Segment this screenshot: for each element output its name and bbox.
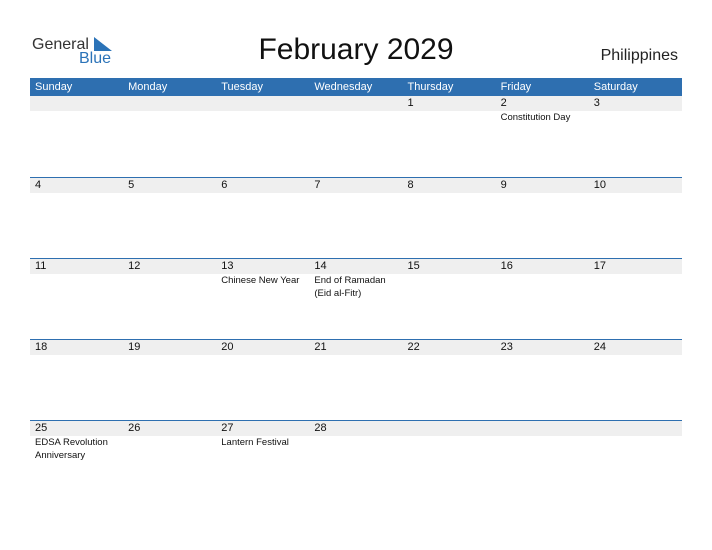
logo-word-general: General <box>32 36 89 53</box>
day-cell <box>216 259 309 300</box>
day-cell <box>403 259 496 300</box>
day-number: 7 <box>314 179 321 191</box>
calendar-week <box>30 339 682 420</box>
weekday-wednesday: Wednesday <box>314 81 373 93</box>
calendar <box>30 78 682 501</box>
day-number: 19 <box>128 341 141 353</box>
holiday-label: End of Ramadan (Eid al-Fitr) <box>314 275 386 299</box>
day-number: 5 <box>128 179 135 191</box>
day-cell <box>496 421 589 462</box>
day-cell <box>309 421 402 462</box>
day-cell <box>403 421 496 462</box>
weekday-monday: Monday <box>128 81 168 93</box>
week-row <box>30 421 682 462</box>
day-number <box>35 96 123 111</box>
day-cell <box>30 340 123 355</box>
day-cell <box>589 340 682 355</box>
day-number <box>221 96 309 111</box>
day-number: 1 <box>407 97 414 109</box>
holiday-label: EDSA Revolution Anniversary <box>35 437 108 461</box>
day-number: 6 <box>221 179 228 191</box>
day-number: 24 <box>593 341 606 353</box>
day-cell <box>403 340 496 355</box>
day-number: 4 <box>35 179 42 191</box>
weekday-friday: Friday <box>500 81 532 93</box>
weekday-sunday: Sunday <box>35 81 73 93</box>
day-cell <box>309 178 402 193</box>
holiday-label: Constitution Day <box>500 112 571 123</box>
day-cell <box>123 178 216 193</box>
weekday-tuesday: Tuesday <box>221 81 264 93</box>
day-number: 16 <box>500 260 513 272</box>
calendar-weeks <box>30 96 682 501</box>
day-number <box>594 421 682 436</box>
day-number: 2 <box>500 97 507 109</box>
day-number: 20 <box>221 341 234 353</box>
day-number <box>314 96 402 111</box>
day-cell <box>496 340 589 355</box>
day-cell <box>309 96 402 124</box>
day-number: 3 <box>593 97 600 109</box>
day-cell <box>496 178 589 193</box>
day-number: 26 <box>128 422 141 434</box>
day-number: 13 <box>221 260 234 272</box>
day-cell <box>589 178 682 193</box>
day-cell <box>216 178 309 193</box>
day-cell <box>403 178 496 193</box>
day-cell <box>30 421 123 462</box>
day-number: 23 <box>500 341 513 353</box>
day-cell <box>123 340 216 355</box>
day-cell <box>123 421 216 462</box>
day-number: 27 <box>221 422 234 434</box>
week-row <box>30 340 682 355</box>
calendar-week <box>30 177 682 258</box>
calendar-week <box>30 258 682 339</box>
country-label: Philippines <box>600 47 678 64</box>
day-number <box>501 421 589 436</box>
day-number <box>408 421 496 436</box>
day-cell <box>216 96 309 124</box>
day-cell <box>496 96 589 124</box>
day-number: 10 <box>593 179 606 191</box>
day-number: 9 <box>500 179 507 191</box>
day-cell <box>30 178 123 193</box>
day-cell <box>589 421 682 462</box>
day-cell <box>30 259 123 300</box>
day-cell <box>216 421 309 462</box>
day-number: 22 <box>407 341 420 353</box>
calendar-week <box>30 420 682 501</box>
day-number: 14 <box>314 260 327 272</box>
day-number: 8 <box>407 179 414 191</box>
day-cell <box>496 259 589 300</box>
day-number: 18 <box>35 341 48 353</box>
weekday-header <box>30 78 682 96</box>
day-cell <box>216 340 309 355</box>
holiday-label: Chinese New Year <box>221 275 300 286</box>
day-cell <box>123 96 216 124</box>
day-cell <box>123 259 216 300</box>
calendar-week <box>30 96 682 177</box>
day-number: 15 <box>407 260 420 272</box>
day-cell <box>589 96 682 124</box>
weekday-thursday: Thursday <box>407 81 454 93</box>
week-row <box>30 96 682 124</box>
day-cell <box>309 259 402 300</box>
day-number: 17 <box>593 260 606 272</box>
day-number: 12 <box>128 260 141 272</box>
day-cell <box>30 96 123 124</box>
day-number: 11 <box>35 260 47 272</box>
holiday-label: Lantern Festival <box>221 437 289 448</box>
week-row <box>30 259 682 300</box>
day-number: 21 <box>314 341 327 353</box>
day-cell <box>403 96 496 124</box>
day-number: 28 <box>314 422 327 434</box>
week-row <box>30 178 682 193</box>
day-cell <box>589 259 682 300</box>
logo-word-blue: Blue <box>79 50 112 67</box>
page-title: February 2029 <box>258 33 454 66</box>
day-number: 25 <box>35 422 48 434</box>
weekday-saturday: Saturday <box>593 81 638 93</box>
day-number <box>128 96 216 111</box>
day-cell <box>309 340 402 355</box>
